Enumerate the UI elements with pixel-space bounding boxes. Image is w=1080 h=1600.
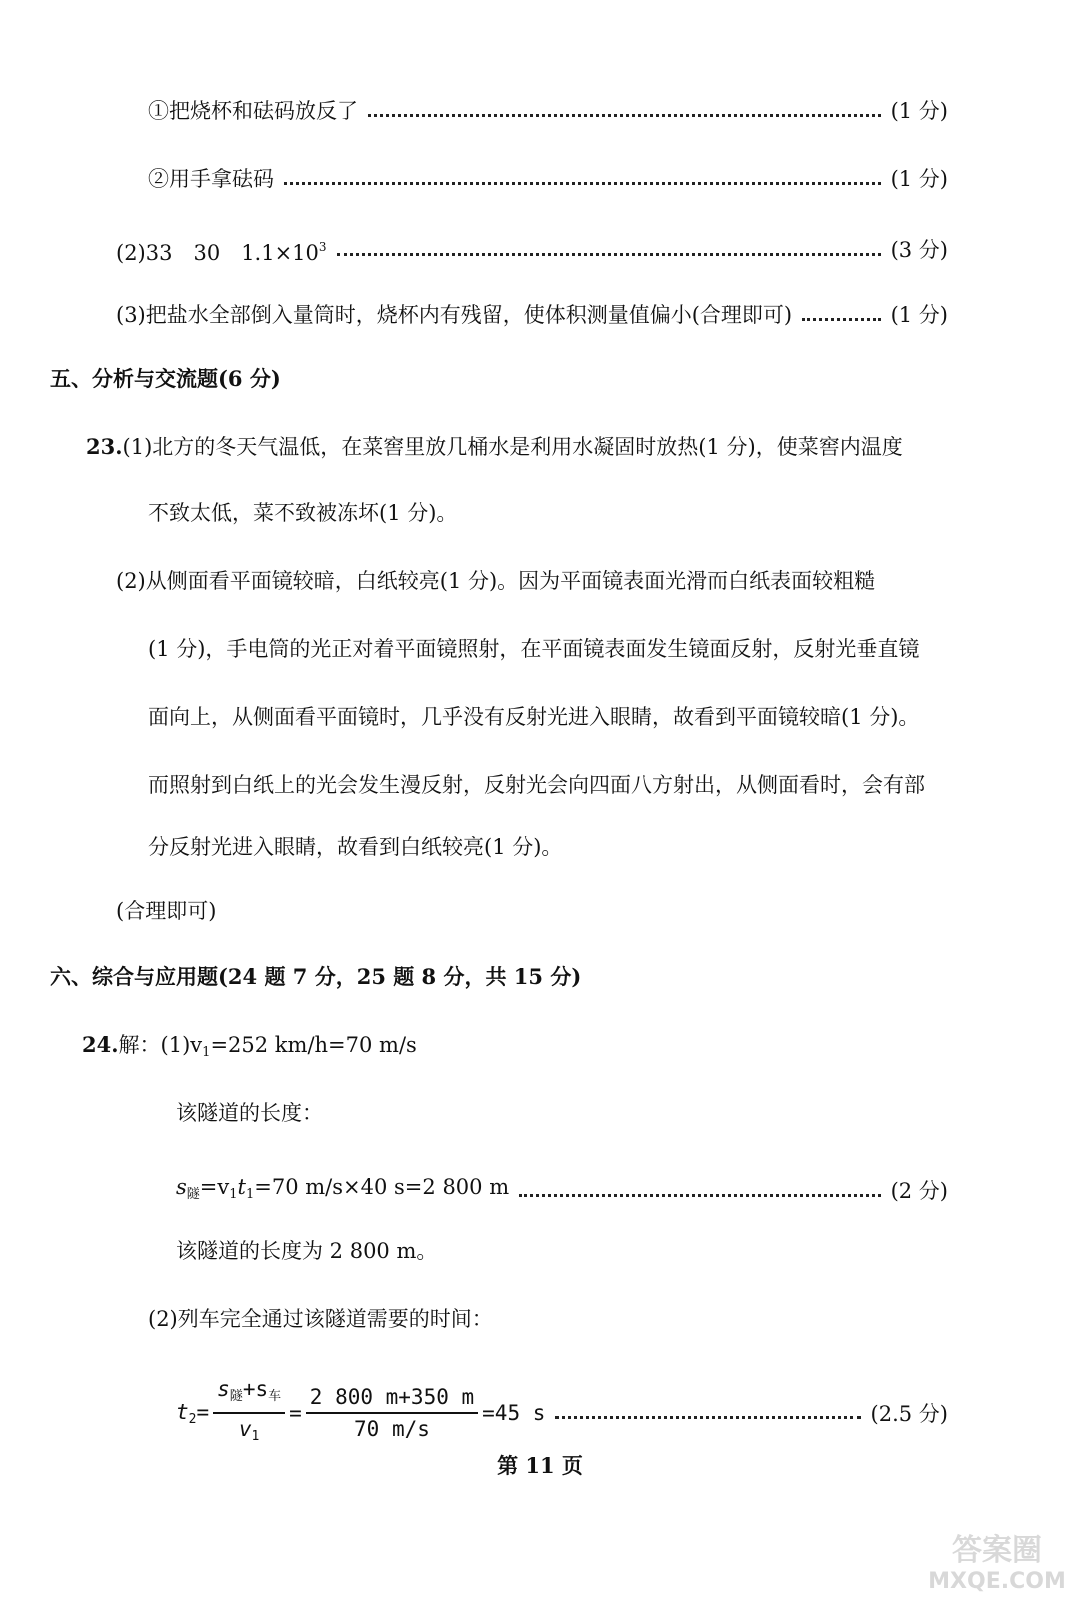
leader-dots [368,114,881,117]
q22-part2-text: (2)33 30 1.1×10 [116,241,319,265]
q24-length-result: 该隧道的长度为 2 800 m。 [176,1239,438,1263]
q24-eq2-num-s: s [217,1377,230,1401]
q23-p2-line4: 而照射到白纸上的光会发生漫反射，反射光会向四面八方射出，从侧面看时，会有部 [148,773,925,797]
q23-note: (合理即可) [116,899,217,923]
q24-eq2-t-sub: 2 [188,1411,197,1427]
q22-part2-row [116,232,948,268]
q24-eq1-mid: =v [199,1175,230,1199]
q24-eq1 [176,1172,509,1210]
q24-eq2-score: (2.5 分) [870,1402,948,1426]
leader-dots [284,182,881,185]
q22-item2-score: (1 分) [890,167,948,191]
watermark-line1: 答案圈 [952,1533,1042,1568]
q24-intro-text: 解：(1)v [118,1033,203,1057]
watermark-line2: MXQE.COM [928,1569,1066,1594]
q24-eq2-den-v: v [238,1417,252,1441]
q24-eq1-t-sub: 1 [246,1187,255,1202]
q24-number: 24. [82,1032,119,1057]
q22-part2 [116,232,327,268]
q24-eq2-num-b-sub: 车 [268,1389,282,1404]
q24-part2-label: (2)列车完全通过该隧道需要的时间： [148,1307,493,1331]
q24-eq2-lhs: $t_2=$ [176,1399,210,1427]
q22-part2-exponent: 3 [318,240,327,254]
q22-part3: (3)把盐水全部倒入量筒时，烧杯内有残留，使体积测量值偏小(合理即可) [116,303,793,327]
q24-eq2-fraction2 [306,1384,478,1442]
q22-part3-row [116,300,948,330]
watermark-svg [922,1526,1072,1596]
leader-dots [519,1194,880,1197]
q24-eq1-row [176,1172,948,1210]
q24-intro-rest: =252 km/h=70 m/s [210,1033,417,1057]
q23-p2-line3: 面向上，从侧面看平面镜时，几乎没有反射光进入眼睛，故看到平面镜较暗(1 分)。 [148,705,920,729]
leader-dots [802,318,880,321]
q24-eq1-t: t [237,1175,246,1199]
q22-part2-score: (3 分) [890,238,948,262]
q23-p2-line2: (1 分)，手电筒的光正对着平面镜照射，在平面镜表面发生镜面反射，反射光垂直镜 [148,637,920,661]
q24-eq2-den-sub: 1 [251,1429,260,1444]
q23-p1-line1 [86,432,903,462]
q22-item1: ①把烧杯和砝码放反了 [148,99,358,123]
q24-eq2-fraction1-numerator [213,1376,285,1414]
q24-eq2-fraction1 [213,1376,285,1450]
q24-eq1-s-sub: 隧 [186,1187,200,1202]
q22-item2-row [148,164,948,194]
q24-eq1-score: (2 分) [890,1179,948,1203]
q22-item2: ②用手拿砝码 [148,167,274,191]
q24-intro [82,1030,417,1068]
section5-title: 五、分析与交流题(6 分) [50,366,281,391]
q24-intro-sub: 1 [202,1045,211,1060]
q24-eq1-s: s [176,1175,187,1199]
q24-eq1-rest: =70 m/s×40 s=2 800 m [254,1175,510,1199]
q23-p1-line1-text: (1)北方的冬天气温低，在菜窖里放几桶水是利用水凝固时放热(1 分)，使菜窖内温度 [122,435,903,459]
q24-eq2-fraction2-numerator: 2 800 m+350 m [306,1384,478,1414]
q24-eq2-equals: = [289,1401,302,1425]
q22-part3-score: (1 分) [890,303,948,327]
q22-item1-score: (1 分) [890,99,948,123]
q23-number: 23. [86,434,123,459]
leader-dots [337,253,881,256]
q24-eq2-num-s-sub: 隧 [229,1389,243,1404]
q24-eq2-fraction1-denominator [235,1414,263,1450]
q24-eq2-num-plus: +s [242,1377,269,1401]
q22-item1-row [148,96,948,126]
q23-p2-line1: (2)从侧面看平面镜较暗，白纸较亮(1 分)。因为平面镜表面光滑而白纸表面较粗糙 [116,569,876,593]
section6-title: 六、综合与应用题(24 题 7 分，25 题 8 分，共 15 分) [50,964,582,989]
q24-eq2-row [176,1376,948,1450]
q24-eq1-v-sub: 1 [229,1187,238,1202]
leader-dots [555,1416,860,1419]
q24-eq2-result: =45 s [482,1401,546,1425]
watermark-logo [922,1526,1072,1596]
page-number: 第 11 页 [497,1453,583,1478]
q24-length-label: 该隧道的长度： [176,1101,323,1125]
q23-p2-line5: 分反射光进入眼睛，故看到白纸较亮(1 分)。 [148,835,563,859]
q23-p1-line2: 不致太低，菜不致被冻坏(1 分)。 [148,501,458,525]
q24-eq2-t: t [176,1399,189,1424]
q24-eq2-fraction2-denominator: 70 m/s [354,1417,430,1441]
